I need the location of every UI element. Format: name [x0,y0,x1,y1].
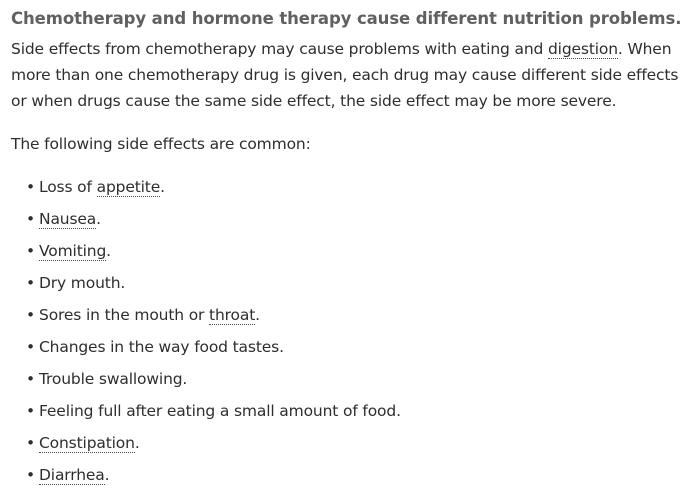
list-item-punctuation: . [96,210,101,228]
bullet-icon: • [26,370,35,388]
glossary-term-constipation[interactable]: Constipation [39,434,135,452]
glossary-term-throat[interactable]: throat [209,306,256,324]
bullet-icon: • [26,306,35,324]
list-lead-in: The following side effects are common: [11,135,311,153]
list-item-text: Loss of [39,178,97,196]
list-item-vomiting [11,238,689,264]
side-effects-list [11,174,689,488]
intro-paragraph [11,36,689,114]
bullet-icon: • [26,466,35,484]
list-item-nausea [11,206,689,232]
list-item-text: Dry mouth. [39,274,126,292]
list-item-text: Changes in the way food tastes. [39,338,284,356]
list-item-sores [11,302,689,328]
list-item-loss-of-appetite [11,174,689,200]
bullet-icon: • [26,210,35,228]
bullet-icon: • [26,434,35,452]
bullet-icon: • [26,178,35,196]
glossary-term-digestion[interactable]: digestion [547,40,618,58]
list-item-punctuation: . [160,178,165,196]
list-item-feeling-full [11,398,689,424]
list-item-punctuation: . [106,242,111,260]
list-item-text: Feeling full after eating a small amount of food. [39,402,401,420]
list-item-punctuation: . [104,466,110,484]
list-item-diarrhea [11,462,689,488]
list-item-constipation [11,430,689,456]
intro-text-before: Side effects from chemotherapy may cause problems with eating and [11,40,548,58]
bullet-icon: • [26,274,35,292]
glossary-term-appetite[interactable]: appetite [96,178,161,196]
bullet-icon: • [26,402,35,420]
bullet-icon: • [26,242,35,260]
list-item-trouble-swallowing [11,366,689,392]
bullet-icon: • [26,338,35,356]
list-item-punctuation: . [134,434,140,452]
glossary-term-nausea[interactable]: Nausea [39,210,97,228]
list-item-taste-changes [11,334,689,360]
list-item-text: Sores in the mouth or [39,306,210,324]
section-heading: Chemotherapy and hormone therapy cause different nutrition problems. [11,9,682,28]
glossary-term-diarrhea[interactable]: Diarrhea [39,466,105,484]
list-item-text: Trouble swallowing. [39,370,188,388]
list-item-punctuation: . [255,306,260,324]
article-section [11,6,689,494]
list-item-dry-mouth [11,270,689,296]
glossary-term-vomiting[interactable]: Vomiting [39,242,107,260]
intro-text-after: . When more than one chemotherapy drug is given, each drug may cause different side effects or when drugs cause the same side effect, the side effect may be more severe. [11,40,679,110]
